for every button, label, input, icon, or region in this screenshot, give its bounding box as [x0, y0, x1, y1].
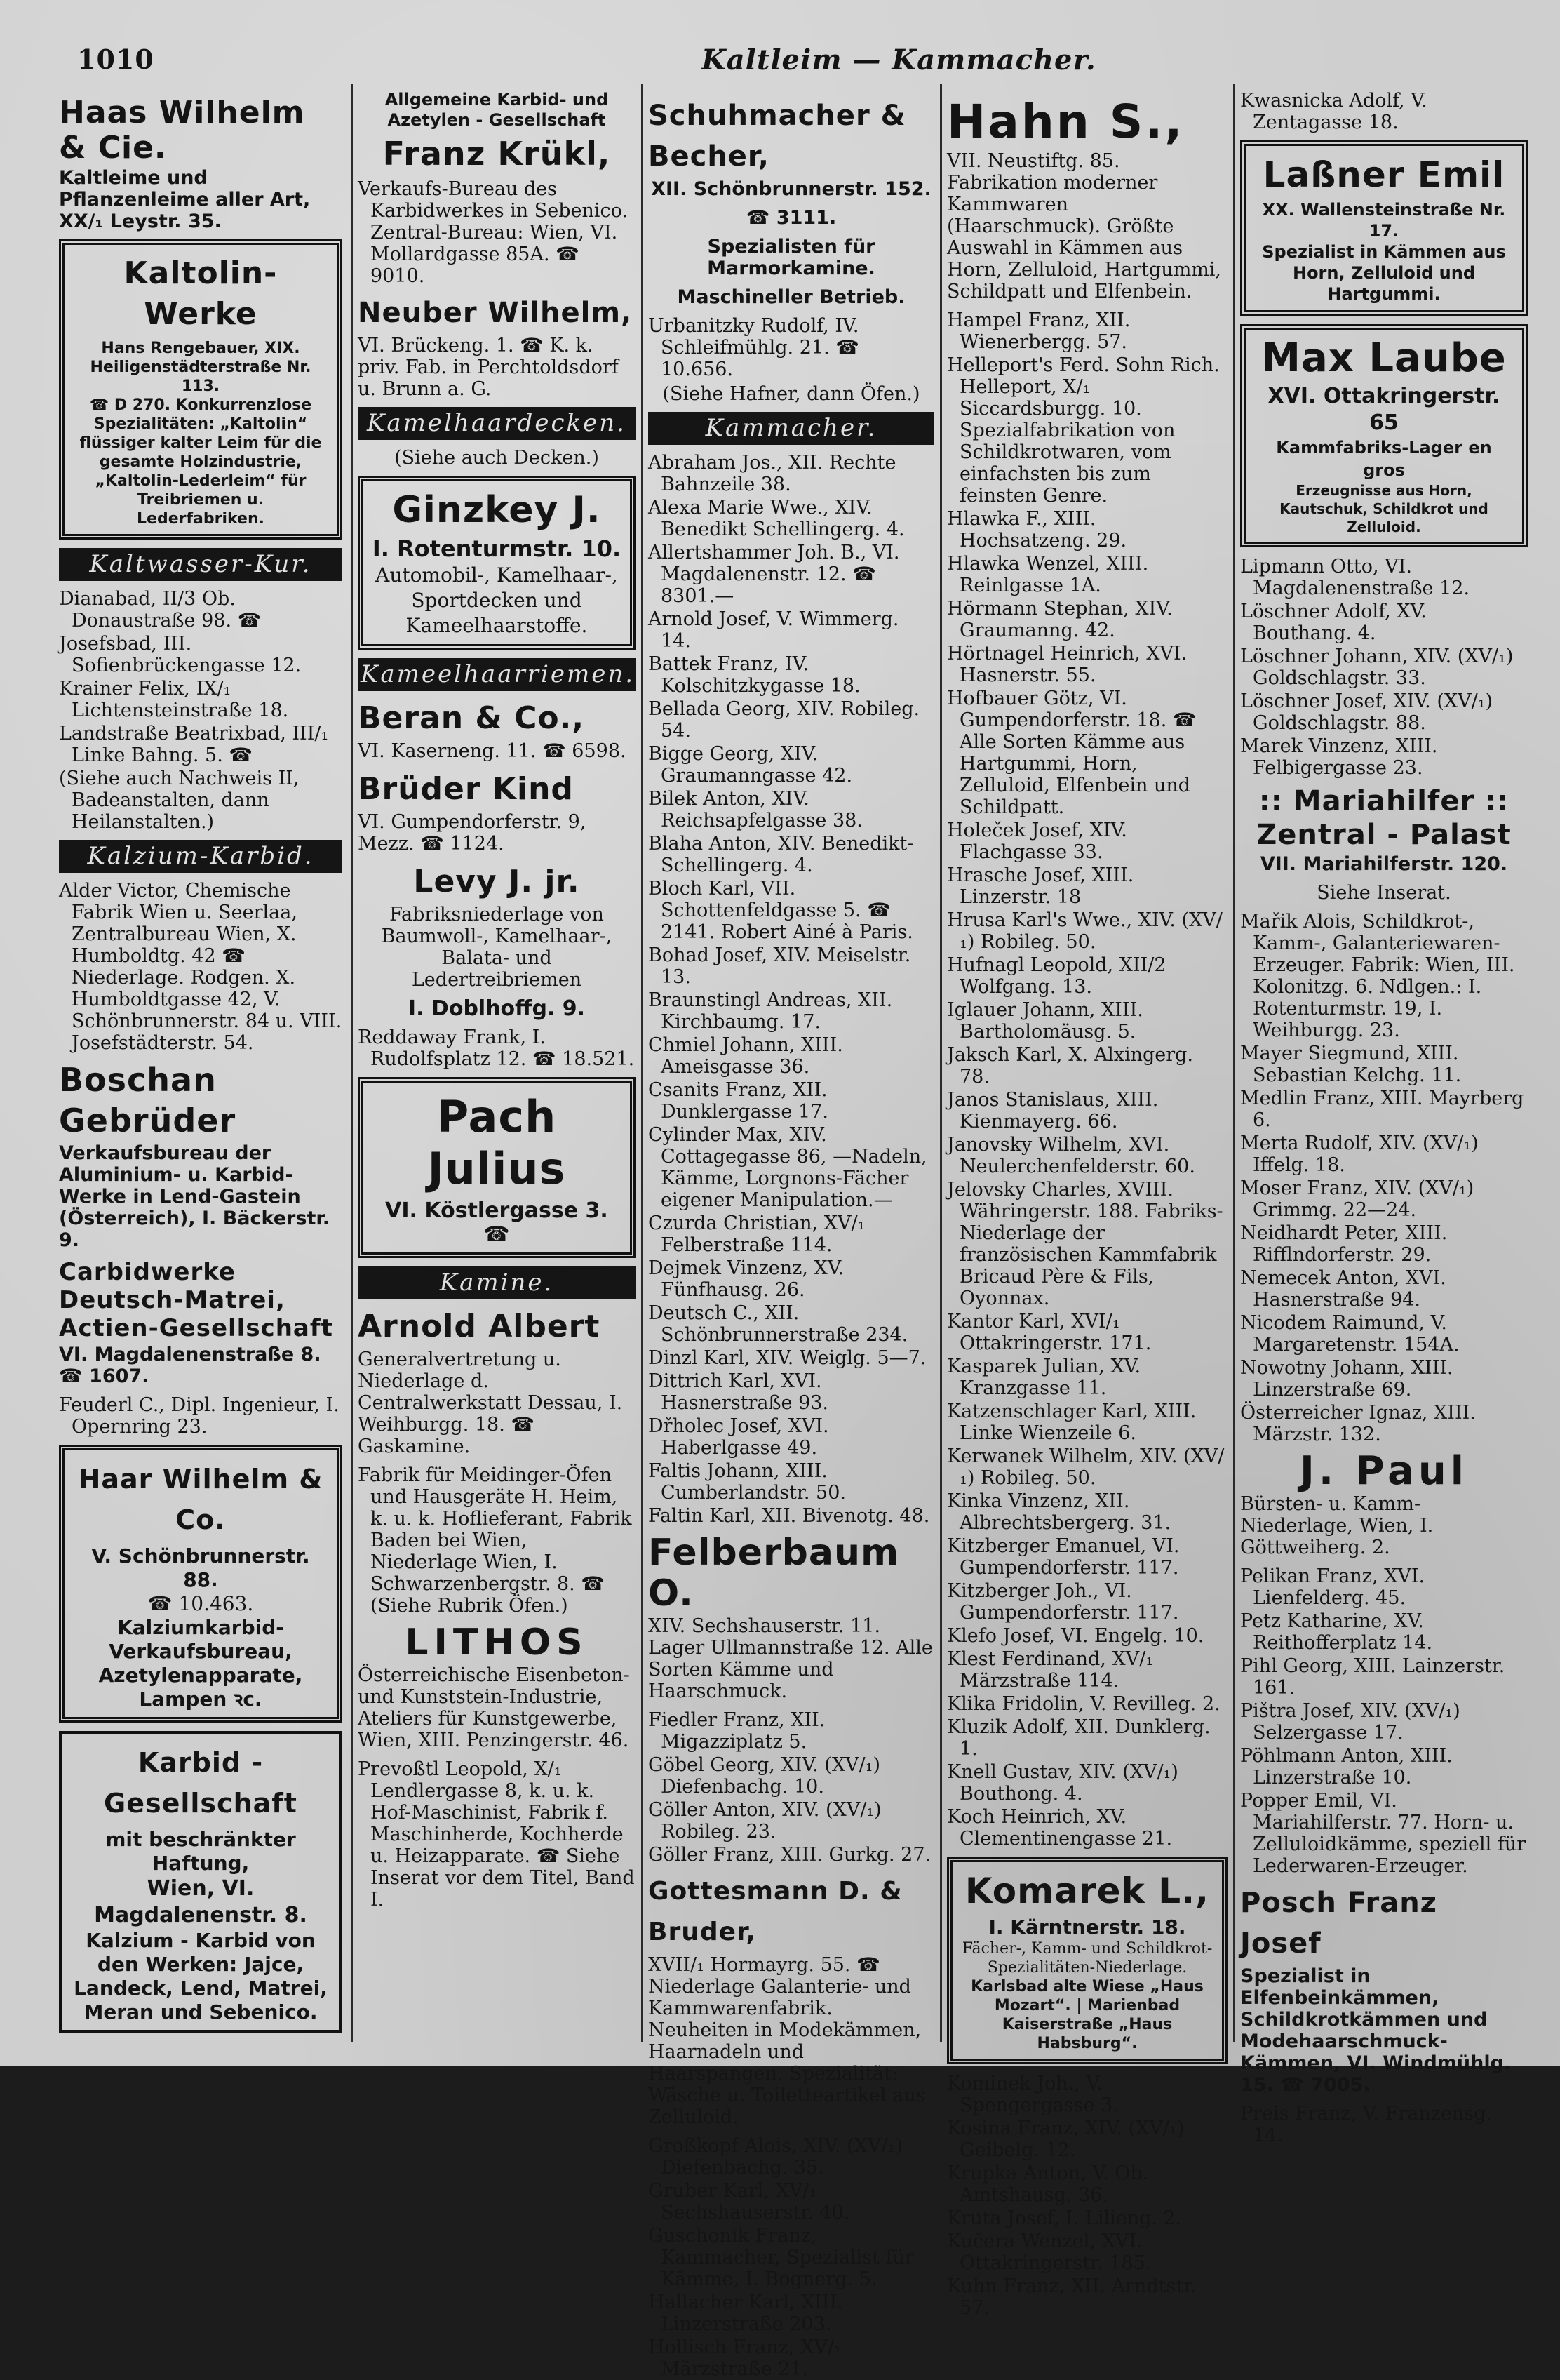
ad-line: flüssiger kalter Leim für die gesamte Holzindustrie, „Kaltolin-Lederleim“ für	[79, 434, 322, 490]
list-item: Gruber Karl, XV/₁ Sechshauserstr. 40.	[648, 2180, 850, 2224]
list-item: Iglauer Johann, XIII. Bartholomäusg. 5.	[947, 999, 1143, 1043]
list-item: Bilek Anton, XIV. Reichsapfelgasse 38.	[648, 788, 863, 831]
column-rule	[641, 84, 643, 2042]
entry-name: Arnold Albert	[358, 1309, 600, 1344]
list-item: Fabrik für Meidinger-Öfen und Hausgeräte H. Heim, k. u. k. Hoflieferant, Fabrik Baden bei Wien, Niederlage Wien, I. Schwarzenbergstr. 8. ☎ (Siehe Rubrik Öfen.)	[358, 1464, 632, 1617]
list-item: Bellada Georg, XIV. Robileg. 54.	[648, 698, 920, 742]
list-item: Klefo Josef, VI. Engelg. 10.	[947, 1625, 1204, 1647]
entry-text: Spezialisten für Marmorkamine.	[707, 236, 875, 279]
entry-name: Boschan Gebrüder	[59, 1061, 236, 1139]
list-item: Kučera Wenzel, XVI. Ottakringerstr. 185.	[947, 2231, 1152, 2274]
list-item: Csanits Franz, XII. Dunklergasse 17.	[648, 1079, 828, 1123]
list-item: Hlawka Wenzel, XIII. Reinlgasse 1A.	[947, 553, 1149, 596]
list-item: Deutsch C., XII. Schönbrunnerstraße 234.	[648, 1302, 908, 1346]
list-item: Battek Franz, IV. Kolschitzkygasse 18.	[648, 653, 861, 697]
section-heading: Kameelhaarriemen.	[358, 658, 636, 691]
list-item: Faltin Karl, XII. Bivenotg. 48.	[648, 1505, 930, 1527]
list-item: Katzenschlager Karl, XIII. Linke Wienzeile 6.	[947, 1400, 1197, 1444]
entry-text: XII. Schönbrunnerstr. 152.	[651, 178, 932, 200]
list-item: Österreicher Ignaz, XIII. Märzstr. 132.	[1240, 1402, 1476, 1445]
ad-line: Kalziumkarbid-Verkaufsbureau, Azetylenapparate, Lampen ꝛc.	[98, 1616, 303, 1711]
list-item: Hlawka F., XIII. Hochsatzeng. 29.	[947, 508, 1127, 551]
list-item: Kluzik Adolf, XII. Dunklerg. 1.	[947, 1716, 1211, 1760]
entry-text: Verkaufsbureau der Aluminium- u. Karbid-Werke in Lend-Gastein (Österreich), I. Bäckerstr. 9.	[59, 1142, 330, 1251]
list-item: Reddaway Frank, I. Rudolfsplatz 12. ☎ 18.521.	[358, 1027, 635, 1070]
list-item: Urbanitzky Rudolf, IV. Schleifmühlg. 21. ☎ 10.656.	[648, 315, 859, 380]
list-item: Chmiel Johann, XIII. Ameisgasse 36.	[648, 1034, 843, 1078]
entry-text: Bürsten- u. Kamm-Niederlage, Wien, I. Göttweiherg. 2.	[1240, 1493, 1434, 1558]
ad-line: Spezialist in Kämmen aus Horn, Zelluloid und Hartgummi.	[1262, 242, 1506, 304]
page-number: 1010	[77, 44, 154, 75]
list-item: Bigge Georg, XIV. Graumanngasse 42.	[648, 743, 853, 787]
ad-line: I. Rotenturmstr. 10.	[372, 535, 621, 562]
list-item: Pelikan Franz, XVI. Lienfelderg. 45.	[1240, 1565, 1425, 1609]
column-rule	[351, 84, 353, 2042]
entry-text: VI. Brückeng. 1. ☎ K. k. priv. Fab. in Perchtoldsdorf u. Brunn a. G.	[358, 335, 619, 400]
list-item: Dittrich Karl, XVI. Hasnerstraße 93.	[648, 1370, 829, 1414]
advertisement	[59, 1445, 342, 1723]
ad-line: Automobil-, Kamelhaar-, Sportdecken und Kameelhaarstoffe.	[375, 563, 618, 637]
list-item: Allertshammer Joh. B., VI. Magdalenenstr. 12. ☎ 8301.—	[648, 542, 900, 607]
list-item: Dinzl Karl, XIV. Weiglg. 5—7.	[648, 1347, 927, 1369]
list-item: Pištra Josef, XIV. (XV/₁) Selzergasse 17.	[1240, 1700, 1460, 1744]
ad-title: Haar Wilhelm & Co.	[78, 1464, 323, 1535]
entry-name: Schuhmacher & Becher,	[648, 100, 906, 173]
ad-line: Karlsbad alte Wiese „Haus Mozart“. | Marienbad Kaiserstraße „Haus Habsburg“.	[971, 1978, 1204, 2052]
list-item: Janovsky Wilhelm, XVI. Neulerchenfelderstr. 60.	[947, 1134, 1195, 1177]
ad-line: Treibriemen u. Lederfabriken.	[137, 491, 264, 528]
advertisement	[59, 239, 342, 540]
list-item: Braunstingl Andreas, XII. Kirchbaumg. 17.	[648, 989, 893, 1033]
section-heading: Kalzium-Karbid.	[59, 840, 342, 873]
list-item: Dřholec Josef, XVI. Haberlgasse 49.	[648, 1415, 829, 1459]
entry-name: Neuber Wilhelm,	[358, 297, 633, 329]
ad-title: Pach Julius	[427, 1091, 566, 1194]
list-item: Kitzberger Emanuel, VI. Gumpendorferstr. 117.	[947, 1535, 1180, 1579]
list-item: Cylinder Max, XIV. Cottagegasse 86, —Nadeln, Kämme, Lorgnons-Fächer eigener Manipulation.—	[648, 1124, 927, 1211]
list-item: Jaksch Karl, X. Alxingerg. 78.	[947, 1044, 1194, 1088]
section-heading: Kamine.	[358, 1266, 636, 1299]
list-item: Abraham Jos., XII. Rechte Bahnzeile 38.	[648, 452, 896, 495]
list-item: Nemecek Anton, XVI. Hasnerstraße 94.	[1240, 1267, 1446, 1311]
list-item: Bloch Karl, VII. Schottenfeldgasse 5. ☎ 2141. Robert Ainé à Paris.	[648, 878, 913, 943]
list-item: Guschonik Franz, Kammacher, Spezialist für Kämme, I. Bognerg. 5.	[648, 2225, 914, 2290]
list-item: Löschner Adolf, XV. Bouthang. 4.	[1240, 601, 1427, 644]
entry-name: Posch Franz Josef	[1240, 1887, 1437, 1960]
ad-line: mit beschränkter Haftung,	[105, 1828, 296, 1875]
entry-text: XIV. Sechshauserstr. 11. Lager Ullmannstraße 12. Alle Sorten Kämme und Haarschmuck.	[648, 1615, 933, 1702]
entry-address: I. Doblhoffg. 9.	[408, 996, 586, 1021]
entry-address: VII. Mariahilferstr. 120.	[1260, 853, 1508, 875]
list-item: Hofbauer Götz, VI. Gumpendorferstr. 18. ☎ Alle Sorten Kämme aus Hartgummi, Horn, Zelluloid, Elfenbein und Schildpatt.	[947, 688, 1197, 818]
list-item: Holeček Josef, XIV. Flachgasse 33.	[947, 820, 1127, 863]
list-item: Göller Franz, XIII. Gurkg. 27.	[648, 1844, 932, 1866]
entry-name: Haas Wilhelm & Cie.	[59, 95, 305, 166]
list-item: Medlin Franz, XIII. Mayrberg 6.	[1240, 1088, 1524, 1131]
entry-name: Gottesmann D. & Bruder,	[648, 1877, 903, 1946]
entry-name: :: Mariahilfer :: Zentral - Palast	[1256, 785, 1512, 851]
advertisement	[358, 476, 636, 650]
entry-text: VI. Kaserneng. 11. ☎ 6598.	[358, 740, 626, 762]
entry-text: ☎ 3111.	[746, 207, 837, 229]
list-item: Kuhn Franz, XII. Arndtstr. 57.	[947, 2275, 1197, 2319]
list-item: Merta Rudolf, XIV. (XV/₁) Iffelg. 18.	[1240, 1132, 1479, 1176]
column-5	[1240, 90, 1528, 2146]
list-item: Klest Ferdinand, XV/₁ Märzstraße 114.	[947, 1648, 1154, 1692]
list-item: Jelovsky Charles, XVIII. Währingerstr. 188. Fabriks-Niederlage der französischen Kammfabrik Bricaud Père & Fils, Oyonnax.	[947, 1179, 1223, 1309]
ad-title: Karbid - Gesellschaft	[104, 1747, 297, 1819]
ad-line: Erzeugnisse aus Horn, Kautschuk, Schildkrot und Zelluloid.	[1279, 482, 1488, 535]
entry-name: Carbidwerke Deutsch-Matrei, Actien-Gesellschaft	[59, 1258, 333, 1342]
column-1	[59, 90, 342, 2040]
ad-line: Fächer-, Kamm- und Schildkrot-Spezialitäten-Niederlage.	[962, 1940, 1213, 1977]
list-item: Hufnagl Leopold, XII/2 Wolfgang. 13.	[947, 954, 1166, 998]
section-heading: Kaltwasser-Kur.	[59, 548, 342, 581]
entry-list	[648, 452, 934, 1527]
list-item: Krainer Felix, IX/₁ Lichtensteinstraße 18.	[59, 678, 289, 721]
ad-title: Franz Krükl,	[382, 135, 611, 173]
advertisement	[1240, 140, 1528, 316]
list-item: Preis Franz, V. Franzensg. 14.	[1240, 2103, 1493, 2146]
ad-title: Laßner Emil	[1263, 154, 1505, 195]
list-item: Bohad Josef, XIV. Meiselstr. 13.	[648, 944, 911, 988]
entry-name: Felberbaum O.	[648, 1532, 900, 1614]
list-item: Dianabad, II/3 Ob. Donaustraße 98. ☎	[59, 588, 262, 631]
ad-line: Hans Rengebauer, XIX. Heiligenstädterstraße Nr. 113.	[90, 340, 311, 395]
cross-reference: Siehe Inserat.	[1317, 882, 1451, 904]
list-item: Hallacher Karl, XIII. Linzerstraße 203.	[648, 2292, 843, 2335]
ad-line: XVI. Ottakringerstr. 65	[1268, 384, 1500, 435]
list-item: Hrasche Josef, XIII. Linzerstr. 18	[947, 864, 1134, 908]
entry-name: Brüder Kind	[358, 771, 574, 807]
ad-title: Komarek L.,	[964, 1871, 1210, 1911]
list-item: Kantor Karl, XVI/₁ Ottakringerstr. 171.	[947, 1311, 1152, 1354]
advertisement	[358, 90, 636, 174]
list-item: Klika Fridolin, V. Revilleg. 2.	[947, 1693, 1221, 1715]
list-item: Faltis Johann, XIII. Cumberlandstr. 50.	[648, 1460, 846, 1504]
ad-line: I. Kärntnerstr. 18.	[988, 1916, 1186, 1939]
list-item: Prevoßtl Leopold, X/₁ Lendlergasse 8, k. u. k. Hof-Maschinist, Fabrik f. Maschinherde, Kochherde u. Heizapparate. ☎ Siehe Inserat vor dem Titel, Band I.	[358, 1758, 635, 1911]
entry-text: Generalvertretung u. Niederlage d. Centralwerkstatt Dessau, I. Weihburgg. 18. ☎ Gaskamine.	[358, 1349, 623, 1457]
list-item: Lipmann Otto, VI. Magdalenenstraße 12.	[1240, 556, 1470, 599]
column-4	[947, 90, 1228, 2319]
entry-list	[947, 309, 1228, 1850]
entry-text: Fabriksniederlage von Baumwoll-, Kamelhaar-, Balata- und Ledertreibriemen	[381, 904, 612, 991]
column-3	[648, 90, 934, 2380]
section-heading: Kamelhaardecken.	[358, 407, 636, 440]
list-item: Josefsbad, III. Sofienbrückengasse 12.	[59, 633, 302, 676]
list-item: Hörmann Stephan, XIV. Graumanng. 42.	[947, 598, 1173, 641]
ad-line: Kalzium - Karbid von den Werken: Jajce, Landeck, Lend, Matrei, Meran und Sebenico.	[74, 1929, 328, 2024]
ad-line: Kammfabriks-Lager en gros	[1276, 438, 1492, 480]
list-item: (Siehe auch Nachweis II, Badeanstalten, dann Heilanstalten.)	[59, 768, 300, 833]
entry-text: Österreichische Eisenbeton- und Kunststein-Industrie, Ateliers für Kunstgewerbe, Wien, XIII. Penzingerstr. 46.	[358, 1664, 630, 1751]
list-item: Fiedler Franz, XII. Migazziplatz 5.	[648, 1709, 826, 1753]
entry-name: J. Paul	[1300, 1448, 1468, 1494]
cross-reference: (Siehe Hafner, dann Öfen.)	[662, 383, 920, 405]
list-item: Hampel Franz, XII. Wienerbergg. 57.	[947, 309, 1131, 353]
entry-text: Maschineller Betrieb.	[677, 286, 906, 308]
list-item: Hörtnagel Heinrich, XVI. Hasnerstr. 55.	[947, 643, 1188, 686]
list-item: Janos Stanislaus, XIII. Kienmayerg. 66.	[947, 1089, 1159, 1132]
ad-line: ☎ D 270. Konkurrenzlose Spezialitäten: „Kaltolin“	[89, 396, 312, 433]
list-item: Neidhardt Peter, XIII. Rifflndorferstr. 29.	[1240, 1222, 1448, 1266]
list-item: Großkopf Alois, XIV. (XV/₁) Diefenbachg. 35.	[648, 2135, 903, 2179]
cross-reference: (Siehe auch Decken.)	[394, 447, 599, 469]
entry-text: VII. Neustiftg. 85. Fabrikation moderner Kammwaren (Haarschmuck). Größte Auswahl in Kämmen aus Horn, Zelluloid, Hartgummi, Schildpatt und Elfenbein.	[947, 150, 1222, 302]
list-item: Feuderl C., Dipl. Ingenieur, I. Opernring 23.	[59, 1394, 339, 1438]
entry-text: XVII/₁ Hormayrg. 55. ☎ Niederlage Galanterie- und Kammwarenfabrik. Neuheiten in Modekämmen, Haarnadeln und Haarspangen. Spezialität: Wäsche u. Toiletteartikel aus Zelluloid.	[648, 1954, 926, 2128]
list-item: Popper Emil, VI. Mariahilferstr. 77. Horn- u. Zelluloidkämme, speziell für Lederwaren-Erzeuger.	[1240, 1790, 1526, 1877]
list-item: Kerwanek Wilhelm, XIV. (XV/₁) Robileg. 50.	[947, 1445, 1225, 1489]
list-item: Verkaufs-Bureau des Karbidwerkes in Sebenico. Zentral-Bureau: Wien, VI. Mollardgasse 85A. ☎ 9010.	[358, 178, 628, 287]
list-item: Pihl Georg, XIII. Lainzerstr. 161.	[1240, 1655, 1505, 1699]
ad-title: Kaltolin-Werke	[123, 255, 278, 332]
entry-name: LITHOS	[405, 1622, 589, 1664]
entry-name: Beran & Co.,	[358, 700, 585, 736]
column-rule	[940, 84, 942, 2042]
advertisement	[1240, 324, 1528, 547]
list-item: Mayer Siegmund, XIII. Sebastian Kelchg. 11.	[1240, 1043, 1462, 1086]
list-item: Marek Vinzenz, XIII. Felbigergasse 23.	[1240, 735, 1438, 779]
section-heading: Kammacher.	[648, 412, 934, 445]
list-item: Petz Katharine, XV. Reithofferplatz 14.	[1240, 1610, 1433, 1654]
list-item: Krupka Anton, V. Ob. Amtshausg. 36.	[947, 2162, 1149, 2206]
column-rule	[1233, 84, 1235, 2042]
list-item: Pöhlmann Anton, XIII. Linzerstraße 10.	[1240, 1745, 1453, 1789]
entry-text: VI. Gumpendorferstr. 9, Mezz. ☎ 1124.	[358, 811, 586, 855]
list-item: Hollisch Franz, XV/₁ Märzstraße 21.	[648, 2336, 842, 2380]
list-item: Kasparek Julian, XV. Kranzgasse 11.	[947, 1356, 1141, 1399]
ad-line: Wien, VI. Magdalenenstr. 8.	[94, 1876, 307, 1927]
ad-title: Max Laube	[1261, 335, 1507, 381]
list-item: Mařik Alois, Schildkrot-, Kamm-, Galanteriewaren-Erzeuger. Fabrik: Wien, III. Kolonitzg. 6. Ndlgen.: I. Rotenturmstr. 19, I. Weihburgg. 23.	[1240, 911, 1515, 1041]
advertisement	[947, 1857, 1228, 2064]
list-item: Kruta Josef, I. Lilieng. 2.	[947, 2207, 1182, 2229]
entry-text: VI. Magdalenenstraße 8. ☎ 1607.	[59, 1344, 321, 1387]
entry-name: Hahn S.,	[947, 95, 1185, 149]
list-item: Kosina Franz, XIV. (XV/₁) Geibelg. 12.	[947, 2118, 1185, 2161]
list-item: Blaha Anton, XIV. Benedikt-Schellingerg. 4.	[648, 833, 914, 876]
advertisement	[358, 1077, 636, 1258]
ad-title: Ginzkey J.	[392, 489, 601, 531]
list-item: Czurda Christian, XV/₁ Felberstraße 114.	[648, 1212, 866, 1256]
list-item: Knell Gustav, XIV. (XV/₁) Bouthong. 4.	[947, 1761, 1178, 1805]
list-item: Alexa Marie Wwe., XIV. Benedikt Schellingerg. 4.	[648, 497, 905, 540]
running-title: Kaltleim — Kammacher.	[701, 44, 1096, 76]
entry-name: Levy J. jr.	[413, 864, 580, 900]
ad-line: V. Schönbrunnerstr. 88.	[91, 1544, 310, 1591]
list-item: Helleport's Ferd. Sohn Rich. Helleport, X/₁ Siccardsburgg. 10. Spezialfabrikation von Schildkrotwaren, vom einfachsten bis zum feinsten Genre.	[947, 354, 1220, 507]
list-item: Hrusa Karl's Wwe., XIV. (XV/₁) Robileg. 50.	[947, 909, 1223, 953]
ad-line: Allgemeine Karbid- und Azetylen - Gesellschaft	[384, 90, 609, 130]
page-header	[56, 41, 1522, 83]
list-item: Kwasnicka Adolf, V. Zentagasse 18.	[1240, 90, 1427, 133]
list-item: Kominek Joh., V. Spengergasse 3.	[947, 2073, 1119, 2116]
list-item: Alder Victor, Chemische Fabrik Wien u. Seerlaa, Zentralbureau Wien, X. Humboldtg. 42 ☎ Niederlage. Rodgen. X. Humboldtgasse 42, V. Schönbrunnerstr. 84 u. VIII. Josefstädterstr. 54.	[59, 880, 342, 1054]
ad-line: XX. Wallensteinstraße Nr. 17.	[1262, 200, 1506, 241]
list-item: Dejmek Vinzenz, XV. Fünfhausg. 26.	[648, 1257, 845, 1301]
entry-text: Kaltleime und Pflanzenleime aller Art, XX/₁ Leystr. 35.	[59, 167, 311, 232]
list-item: Moser Franz, XIV. (XV/₁) Grimmg. 22—24.	[1240, 1177, 1474, 1221]
list-item: Löschner Josef, XIV. (XV/₁) Goldschlagstr. 88.	[1240, 690, 1493, 734]
ad-line: ☎ 10.463.	[147, 1592, 254, 1615]
entry-text: Spezialist in Elfenbeinkämmen, Schildkrotkämmen und Modehaarschmuck-Kämmen, VI. Windmühlg. 15. ☎ 7005.	[1240, 1965, 1512, 2096]
list-item: Koch Heinrich, XV. Clementinengasse 21.	[947, 1806, 1173, 1850]
list-item: Göller Anton, XIV. (XV/₁) Robileg. 23.	[648, 1799, 882, 1843]
list-item: Löschner Johann, XIV. (XV/₁) Goldschlagstr. 33.	[1240, 646, 1514, 689]
list-item: Landstraße Beatrixbad, III/₁ Linke Bahng. 5. ☎	[59, 723, 329, 766]
column-2	[358, 90, 636, 2040]
list-item: Nowotny Johann, XIII. Linzerstraße 69.	[1240, 1357, 1453, 1400]
ad-line: VI. Köstlergasse 3. ☎	[385, 1198, 608, 1247]
list-item: Arnold Josef, V. Wimmerg. 14.	[648, 608, 899, 652]
list-item: Kitzberger Joh., VI. Gumpendorferstr. 117.	[947, 1580, 1179, 1624]
list-item: Kinka Vinzenz, XII. Albrechtsbergerg. 31.	[947, 1490, 1171, 1534]
advertisement	[59, 1731, 342, 2033]
list-item: Göbel Georg, XIV. (XV/₁) Diefenbachg. 10.	[648, 1754, 881, 1798]
list-item: Nicodem Raimund, V. Margaretenstr. 154A.	[1240, 1312, 1460, 1356]
